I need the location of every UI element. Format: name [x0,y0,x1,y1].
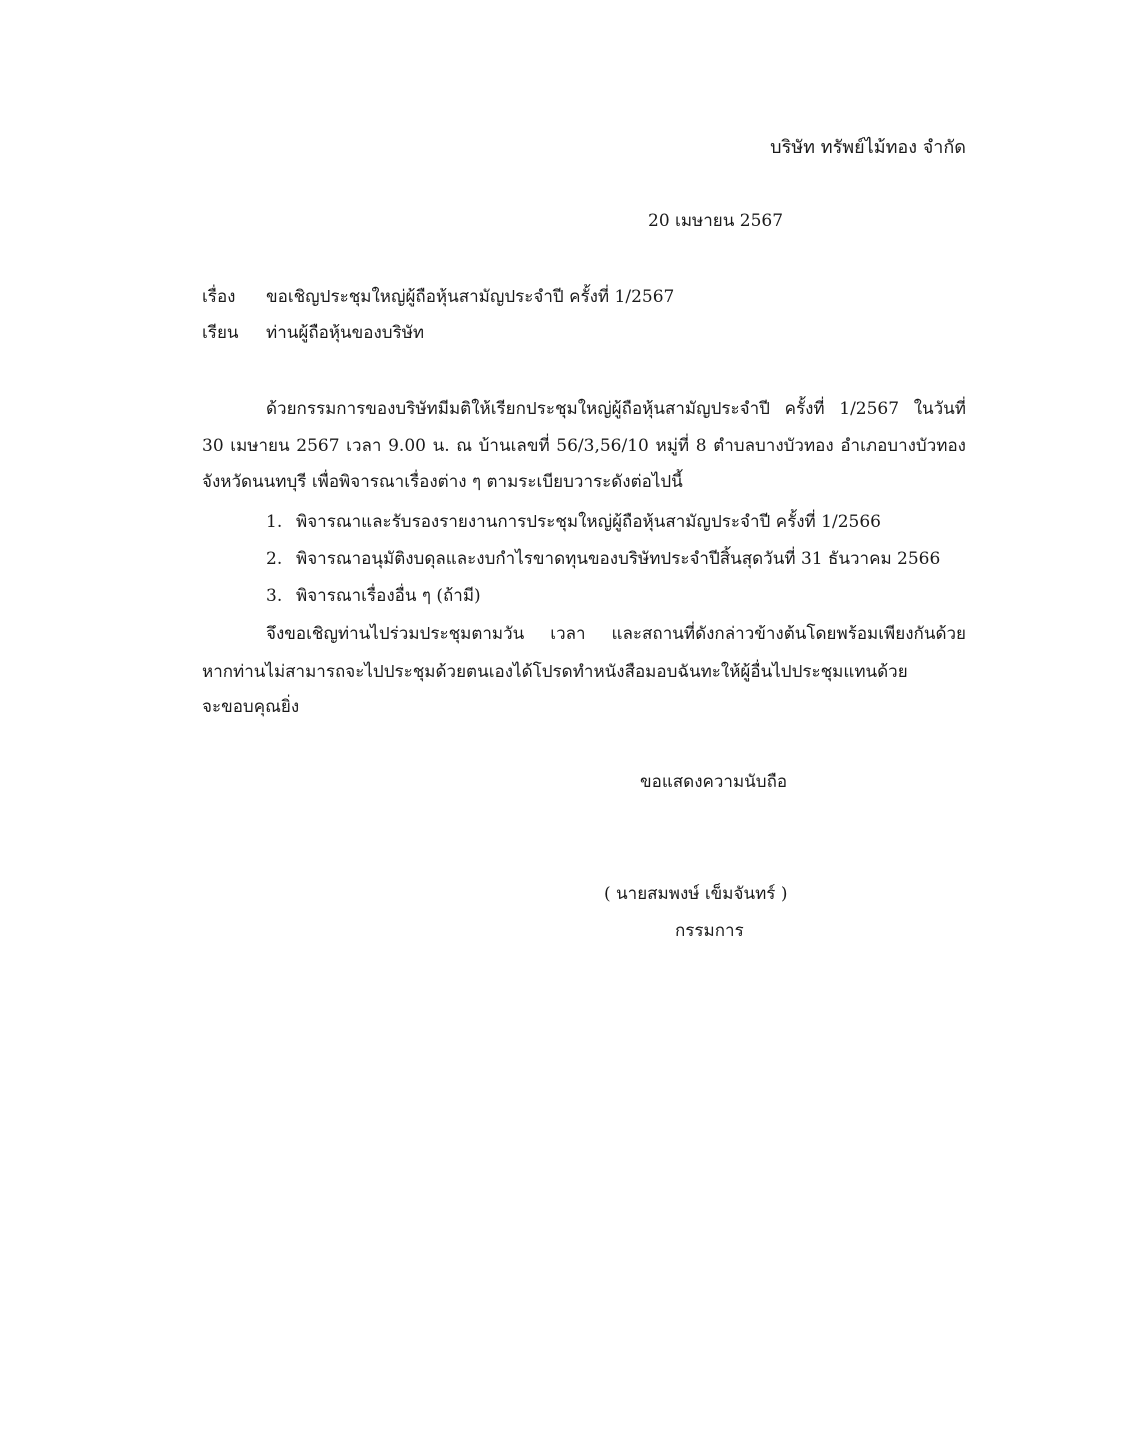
body-line-3: จังหวัดนนทบุรี เพื่อพิจารณาเรื่องต่าง ๆ ตามระเบียบวาระดังต่อไปนี้ [202,472,683,492]
subject-label: เรื่อง [202,287,236,307]
letter-date: 20 เมษายน 2567 [648,211,784,231]
agenda-number: 3. [266,586,283,606]
closing-salutation: ขอแสดงความนับถือ [640,772,788,792]
agenda-number: 1. [266,512,283,532]
recipient-label: เรียน [202,323,239,343]
agenda-text: พิจารณาเรื่องอื่น ๆ (ถ้ามี) [296,586,481,606]
body-line-1: ด้วยกรรมการของบริษัทมีมติให้เรียกประชุมใหญ่ผู้ถือหุ้นสามัญประจำปี ครั้งที่ 1/2567 ในวันที่ [266,399,966,419]
agenda-number: 2. [266,549,283,569]
subject-text: ขอเชิญประชุมใหญ่ผู้ถือหุ้นสามัญประจำปี ครั้งที่ 1/2567 [266,287,675,307]
recipient-text: ท่านผู้ถือหุ้นของบริษัท [266,323,425,343]
signer-name: ( นายสมพงษ์ เข็มจันทร์ ) [604,884,788,904]
agenda-text: พิจารณาอนุมัติงบดุลและงบกำไรขาดทุนของบริษัทประจำปีสิ้นสุดวันที่ 31 ธันวาคม 2566 [296,549,941,569]
company-name: บริษัท ทรัพย์ไม้ทอง จำกัด [770,137,966,158]
closing-line-2: หากท่านไม่สามารถจะไปประชุมด้วยตนเองได้โปรดทำหนังสือมอบฉันทะให้ผู้อื่นไปประชุมแทนด้วย [202,662,908,682]
signer-position: กรรมการ [675,921,744,941]
body-line-2: 30 เมษายน 2567 เวลา 9.00 น. ณ บ้านเลขที่ 56/3,56/10 หมู่ที่ 8 ตำบลบางบัวทอง อำเภอบางบัวทอง [202,436,966,456]
agenda-item [266,545,940,572]
agenda-item [266,508,881,535]
closing-line-3: จะขอบคุณยิ่ง [202,697,300,717]
agenda-item [266,582,481,609]
agenda-text: พิจารณาและรับรองรายงานการประชุมใหญ่ผู้ถือหุ้นสามัญประจำปี ครั้งที่ 1/2566 [296,512,881,532]
closing-line-1: จึงขอเชิญท่านไปร่วมประชุมตามวัน เวลา และสถานที่ดังกล่าวข้างต้นโดยพร้อมเพียงกันด้วย [266,624,966,644]
